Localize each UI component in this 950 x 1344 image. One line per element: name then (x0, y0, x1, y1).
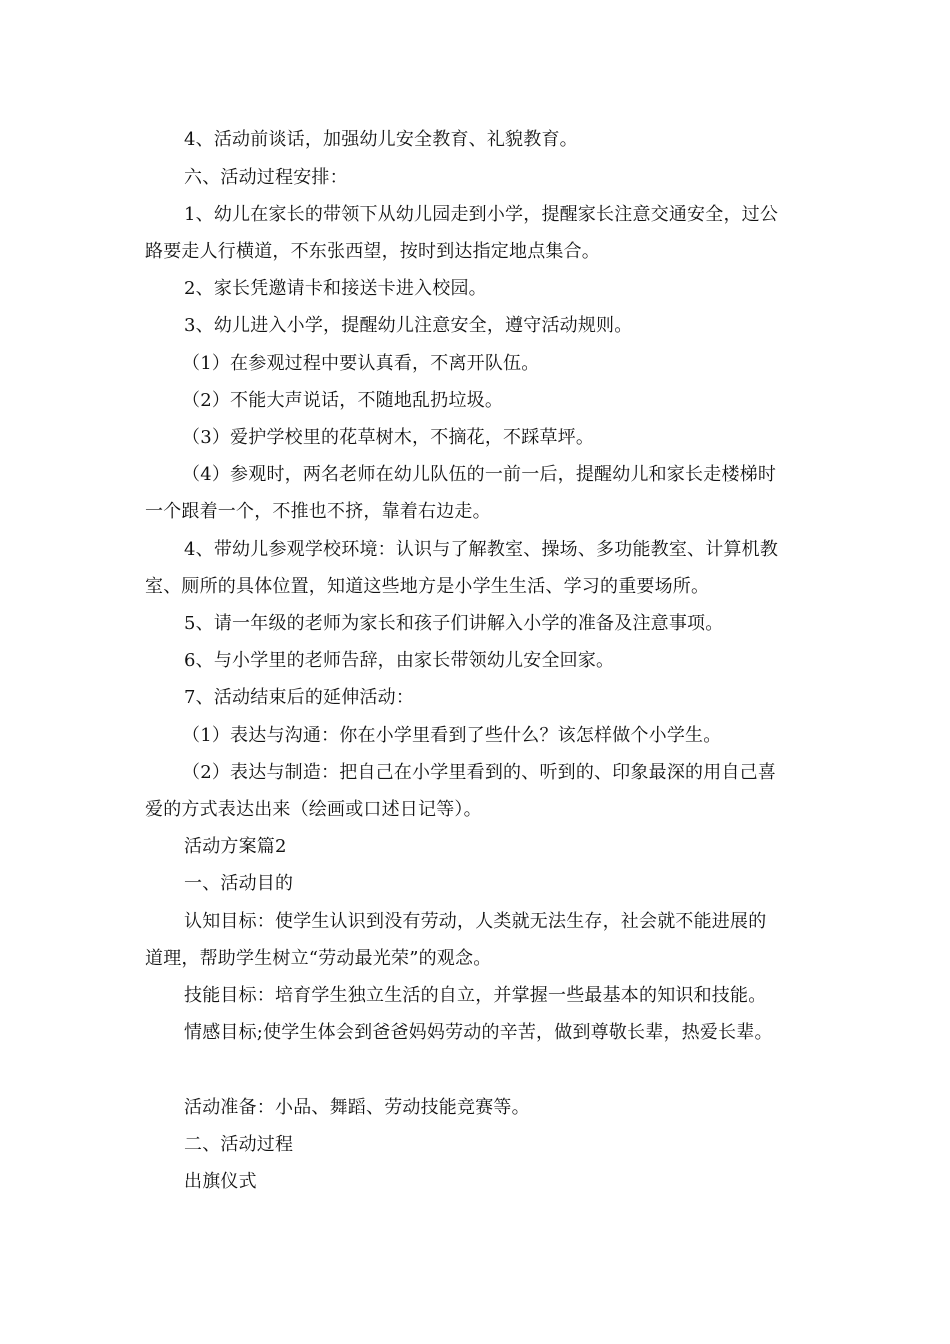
text-line: 3、幼儿进入小学，提醒幼儿注意安全，遵守活动规则。 (184, 315, 633, 336)
text-line: 活动准备：小品、舞蹈、劳动技能竞赛等。 (184, 1097, 530, 1118)
section-title: 活动方案篇2 (184, 836, 287, 857)
text-line: 道理，帮助学生树立“劳动最光荣”的观念。 (145, 948, 492, 969)
section-heading: 六、活动过程安排： (184, 167, 348, 188)
section-heading: 二、活动过程 (184, 1134, 294, 1155)
text-line: 4、活动前谈话，加强幼儿安全教育、礼貌教育。 (184, 129, 578, 150)
text-line: （4）参观时，两名老师在幼儿队伍的一前一后，提醒幼儿和家长走楼梯时 (182, 464, 777, 485)
text-line: （1）在参观过程中要认真看，不离开队伍。 (182, 353, 540, 374)
text-line: （2）表达与制造：把自己在小学里看到的、听到的、印象最深的用自己喜 (182, 762, 777, 783)
text-line: （1）表达与沟通：你在小学里看到了些什么？该怎样做个小学生。 (182, 725, 722, 746)
text-line: 4、带幼儿参观学校环境：认识与了解教室、操场、多功能教室、计算机教 (184, 539, 779, 560)
text-line: 一个跟着一个，不推也不挤，靠着右边走。 (145, 501, 491, 522)
text-line: （3）爱护学校里的花草树木，不摘花，不踩草坪。 (182, 427, 595, 448)
text-line: 情感目标;使学生体会到爸爸妈妈劳动的辛苦，做到尊敬长辈，热爱长辈。 (184, 1022, 773, 1043)
text-line: 7、活动结束后的延伸活动： (184, 687, 415, 708)
text-line: 1、幼儿在家长的带领下从幼儿园走到小学，提醒家长注意交通安全，过公 (184, 204, 779, 225)
text-line: 认知目标：使学生认识到没有劳动，人类就无法生存，社会就不能进展的 (184, 911, 767, 932)
text-line: 2、家长凭邀请卡和接送卡进入校园。 (184, 278, 487, 299)
section-heading: 一、活动目的 (184, 873, 294, 894)
text-line: 出旗仪式 (184, 1171, 257, 1192)
text-line: 6、与小学里的老师告辞，由家长带领幼儿安全回家。 (184, 650, 615, 671)
text-line: 5、请一年级的老师为家长和孩子们讲解入小学的准备及注意事项。 (184, 613, 724, 634)
text-line: （2）不能大声说话，不随地乱扔垃圾。 (182, 390, 504, 411)
text-line: 室、厕所的具体位置，知道这些地方是小学生生活、学习的重要场所。 (145, 576, 710, 597)
text-line: 技能目标：培育学生独立生活的自立，并掌握一些最基本的知识和技能。 (184, 985, 767, 1006)
text-line: 爱的方式表达出来（绘画或口述日记等）。 (145, 799, 482, 820)
text-line: 路要走人行横道，不东张西望，按时到达指定地点集合。 (145, 241, 600, 262)
